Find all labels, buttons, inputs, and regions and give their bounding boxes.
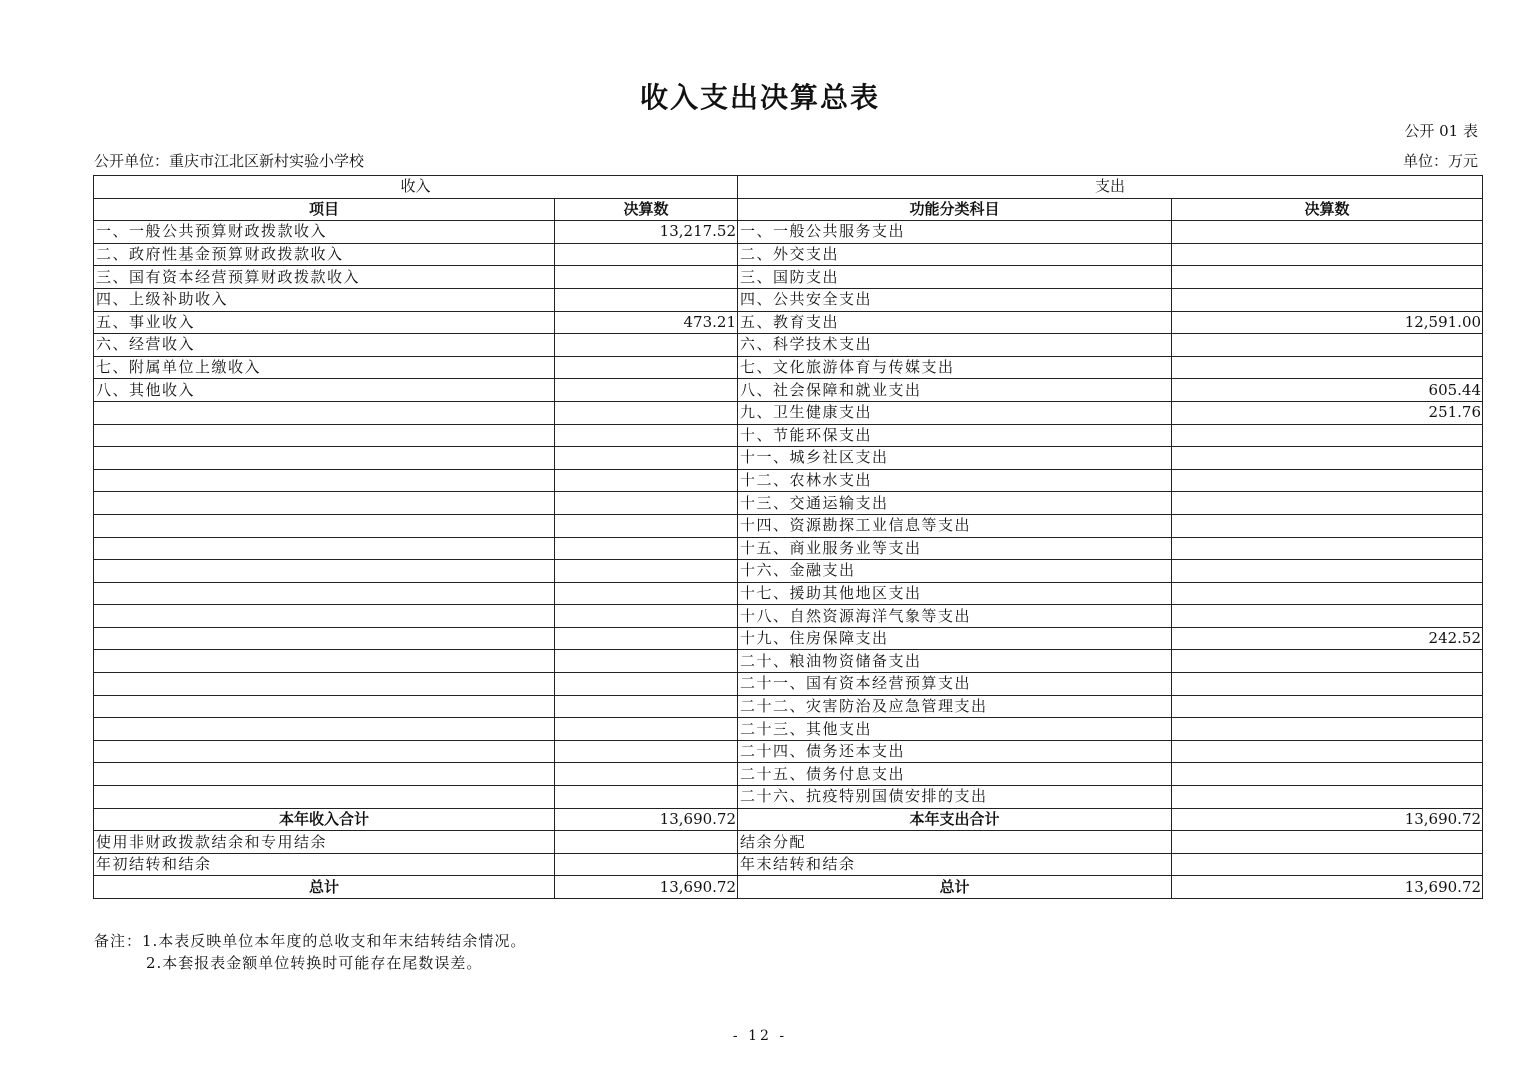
expense-amount-cell — [1172, 560, 1483, 583]
note-1: 备注：1.本表反映单位本年度的总收支和年末结转结余情况。 — [94, 932, 527, 950]
income-amount-cell — [555, 379, 738, 402]
income-amount-cell — [555, 763, 738, 786]
expense-item-cell: 本年支出合计 — [738, 808, 1172, 831]
expense-item-cell: 二十、粮油物资储备支出 — [738, 650, 1172, 673]
table-row — [94, 288, 1483, 311]
income-amount-cell — [555, 605, 738, 628]
expense-item-cell: 年末结转和结余 — [738, 853, 1172, 876]
expense-item-cell: 十、节能环保支出 — [738, 424, 1172, 447]
expense-item-cell: 三、国防支出 — [738, 266, 1172, 289]
income-item-cell — [94, 469, 555, 492]
expense-amount-cell — [1172, 650, 1483, 673]
table-row — [94, 605, 1483, 628]
income-item-cell: 八、其他收入 — [94, 379, 555, 402]
form-number: 公开 01 表 — [1404, 122, 1478, 140]
expense-amount-cell — [1172, 424, 1483, 447]
expense-item-cell: 十一、城乡社区支出 — [738, 447, 1172, 470]
income-item-cell — [94, 627, 555, 650]
income-amount-cell — [555, 334, 738, 357]
income-item-cell: 年初结转和结余 — [94, 853, 555, 876]
expense-amount-cell — [1172, 582, 1483, 605]
table-row — [94, 424, 1483, 447]
income-item-cell — [94, 718, 555, 741]
table-row — [94, 492, 1483, 515]
expense-item-cell: 八、社会保障和就业支出 — [738, 379, 1172, 402]
expense-item-cell: 十二、农林水支出 — [738, 469, 1172, 492]
income-amount-cell — [555, 560, 738, 583]
table-row — [94, 469, 1483, 492]
expense-item-cell: 四、公共安全支出 — [738, 288, 1172, 311]
expense-amount-cell — [1172, 492, 1483, 515]
expense-item-cell: 结余分配 — [738, 831, 1172, 854]
income-amount-cell: 473.21 — [555, 311, 738, 334]
income-item-cell: 本年收入合计 — [94, 808, 555, 831]
page-number: - 12 - — [732, 1028, 788, 1044]
income-amount-header: 决算数 — [555, 198, 738, 221]
table-row — [94, 650, 1483, 673]
expense-amount-cell — [1172, 334, 1483, 357]
expense-item-cell: 二十五、债务付息支出 — [738, 763, 1172, 786]
page-title: 收入支出决算总表 — [639, 81, 880, 114]
income-amount-cell: 13,690.72 — [555, 808, 738, 831]
income-item-cell — [94, 492, 555, 515]
expense-item-cell: 二十四、债务还本支出 — [738, 740, 1172, 763]
income-amount-cell — [555, 718, 738, 741]
expense-amount-cell: 242.52 — [1172, 627, 1483, 650]
expense-item-cell: 二十一、国有资本经营预算支出 — [738, 673, 1172, 696]
income-item-cell: 六、经营收入 — [94, 334, 555, 357]
income-amount-cell — [555, 582, 738, 605]
expense-item-cell: 二十三、其他支出 — [738, 718, 1172, 741]
income-amount-cell — [555, 673, 738, 696]
expense-item-cell: 十七、援助其他地区支出 — [738, 582, 1172, 605]
table-row — [94, 853, 1483, 876]
section-header-row — [94, 176, 1483, 199]
expense-amount-cell: 13,690.72 — [1172, 808, 1483, 831]
expense-section-header: 支出 — [738, 176, 1483, 199]
note-2: 2.本套报表金额单位转换时可能存在尾数误差。 — [146, 954, 483, 972]
table-row — [94, 673, 1483, 696]
table-row — [94, 243, 1483, 266]
expense-item-cell: 十九、住房保障支出 — [738, 627, 1172, 650]
expense-item-cell: 二、外交支出 — [738, 243, 1172, 266]
table-row — [94, 718, 1483, 741]
expense-amount-cell — [1172, 718, 1483, 741]
income-item-cell — [94, 560, 555, 583]
table-row — [94, 582, 1483, 605]
income-item-cell: 总计 — [94, 876, 555, 899]
table-row — [94, 537, 1483, 560]
expense-item-cell: 二十六、抗疫特别国债安排的支出 — [738, 786, 1172, 809]
income-amount-cell: 13,217.52 — [555, 221, 738, 244]
table-row — [94, 763, 1483, 786]
expense-item-header: 功能分类科目 — [738, 198, 1172, 221]
income-item-cell — [94, 740, 555, 763]
table-row — [94, 401, 1483, 424]
table-row — [94, 311, 1483, 334]
income-expense-table — [93, 175, 1483, 899]
income-amount-cell — [555, 266, 738, 289]
table-row — [94, 514, 1483, 537]
expense-item-cell: 十三、交通运输支出 — [738, 492, 1172, 515]
expense-item-cell: 十五、商业服务业等支出 — [738, 537, 1172, 560]
expense-amount-cell: 605.44 — [1172, 379, 1483, 402]
total-row — [94, 876, 1483, 899]
expense-amount-cell — [1172, 221, 1483, 244]
unit-row — [94, 150, 1478, 172]
income-item-cell — [94, 605, 555, 628]
table-row — [94, 356, 1483, 379]
table-row — [94, 266, 1483, 289]
income-amount-cell — [555, 650, 738, 673]
expense-item-cell: 一、一般公共服务支出 — [738, 221, 1172, 244]
income-amount-cell: 13,690.72 — [555, 876, 738, 899]
income-amount-cell — [555, 853, 738, 876]
expense-amount-cell — [1172, 853, 1483, 876]
income-item-cell: 三、国有资本经营预算财政拨款收入 — [94, 266, 555, 289]
income-amount-cell — [555, 695, 738, 718]
table-row — [94, 627, 1483, 650]
table-row — [94, 334, 1483, 357]
income-amount-cell — [555, 243, 738, 266]
expense-item-cell: 二十二、灾害防治及应急管理支出 — [738, 695, 1172, 718]
reporting-unit: 公开单位：重庆市江北区新村实验小学校 — [94, 152, 365, 170]
income-amount-cell — [555, 786, 738, 809]
expense-amount-cell — [1172, 537, 1483, 560]
income-amount-cell — [555, 288, 738, 311]
expense-amount-cell — [1172, 243, 1483, 266]
expense-amount-cell — [1172, 740, 1483, 763]
expense-amount-cell — [1172, 266, 1483, 289]
income-amount-cell — [555, 356, 738, 379]
income-amount-cell — [555, 537, 738, 560]
income-amount-cell — [555, 469, 738, 492]
expense-item-cell: 十六、金融支出 — [738, 560, 1172, 583]
income-item-cell — [94, 695, 555, 718]
expense-item-cell: 六、科学技术支出 — [738, 334, 1172, 357]
income-amount-cell — [555, 831, 738, 854]
notes — [94, 930, 526, 974]
income-item-cell: 使用非财政拨款结余和专用结余 — [94, 831, 555, 854]
expense-amount-cell: 12,591.00 — [1172, 311, 1483, 334]
table-body — [94, 176, 1483, 899]
income-item-header: 项目 — [94, 198, 555, 221]
expense-item-cell: 五、教育支出 — [738, 311, 1172, 334]
table-row — [94, 379, 1483, 402]
expense-amount-cell: 13,690.72 — [1172, 876, 1483, 899]
income-amount-cell — [555, 401, 738, 424]
income-item-cell — [94, 424, 555, 447]
expense-amount-cell — [1172, 288, 1483, 311]
expense-amount-cell — [1172, 786, 1483, 809]
expense-item-cell: 总计 — [738, 876, 1172, 899]
table-row — [94, 695, 1483, 718]
expense-amount-cell — [1172, 763, 1483, 786]
table-row — [94, 560, 1483, 583]
expense-amount-cell — [1172, 514, 1483, 537]
table-row — [94, 221, 1483, 244]
expense-amount-cell — [1172, 447, 1483, 470]
expense-amount-cell — [1172, 356, 1483, 379]
income-amount-cell — [555, 492, 738, 515]
amount-unit: 单位：万元 — [1402, 152, 1478, 170]
income-amount-cell — [555, 424, 738, 447]
income-item-cell — [94, 514, 555, 537]
income-item-cell — [94, 786, 555, 809]
expense-item-cell: 十四、资源勘探工业信息等支出 — [738, 514, 1172, 537]
subtotal-row — [94, 808, 1483, 831]
income-item-cell — [94, 673, 555, 696]
expense-amount-cell — [1172, 469, 1483, 492]
table-row — [94, 786, 1483, 809]
table-row — [94, 831, 1483, 854]
expense-amount-cell — [1172, 605, 1483, 628]
expense-amount-header: 决算数 — [1172, 198, 1483, 221]
table-row — [94, 740, 1483, 763]
income-item-cell: 一、一般公共预算财政拨款收入 — [94, 221, 555, 244]
table-row — [94, 447, 1483, 470]
column-header-row — [94, 198, 1483, 221]
income-section-header: 收入 — [94, 176, 738, 199]
income-item-cell — [94, 401, 555, 424]
income-item-cell: 五、事业收入 — [94, 311, 555, 334]
income-item-cell — [94, 582, 555, 605]
income-item-cell — [94, 537, 555, 560]
expense-item-cell: 九、卫生健康支出 — [738, 401, 1172, 424]
income-item-cell — [94, 650, 555, 673]
expense-item-cell: 七、文化旅游体育与传媒支出 — [738, 356, 1172, 379]
expense-item-cell: 十八、自然资源海洋气象等支出 — [738, 605, 1172, 628]
expense-amount-cell — [1172, 673, 1483, 696]
income-amount-cell — [555, 740, 738, 763]
income-item-cell: 四、上级补助收入 — [94, 288, 555, 311]
income-amount-cell — [555, 447, 738, 470]
income-item-cell — [94, 763, 555, 786]
income-item-cell — [94, 447, 555, 470]
expense-amount-cell: 251.76 — [1172, 401, 1483, 424]
expense-amount-cell — [1172, 695, 1483, 718]
income-amount-cell — [555, 514, 738, 537]
income-amount-cell — [555, 627, 738, 650]
expense-amount-cell — [1172, 831, 1483, 854]
income-item-cell: 二、政府性基金预算财政拨款收入 — [94, 243, 555, 266]
income-item-cell: 七、附属单位上缴收入 — [94, 356, 555, 379]
